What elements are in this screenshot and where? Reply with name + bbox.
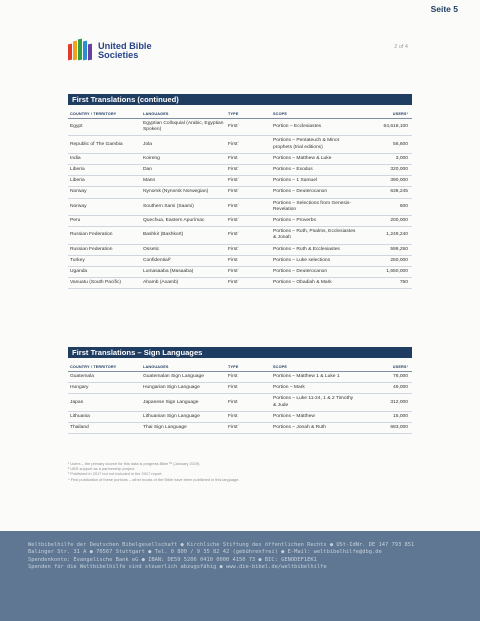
cell-country: Uganda bbox=[68, 267, 141, 278]
cell-users: 1,650,000 bbox=[359, 267, 412, 278]
ubs-logo-icon bbox=[68, 38, 92, 64]
cell-scope: Portions – Exodus bbox=[271, 165, 359, 176]
cell-language: Bashkir (Bashkort) bbox=[141, 227, 226, 244]
cell-language: Egyptian Colloquial (Arabic, Egyptian Spoken) bbox=[141, 119, 226, 136]
table-row bbox=[68, 255, 412, 266]
cell-language: Hungarian Sign Language bbox=[141, 383, 226, 394]
sign-languages-table bbox=[68, 362, 412, 434]
cell-country: Republic of The Gambia bbox=[68, 136, 141, 153]
table-row bbox=[68, 278, 412, 289]
cell-country: Vanuatu (South Pacific) bbox=[68, 278, 141, 289]
cell-country: Egypt bbox=[68, 119, 141, 136]
table-row bbox=[68, 267, 412, 278]
cell-country: Liberia bbox=[68, 165, 141, 176]
cell-country: Thailand bbox=[68, 423, 141, 434]
table-row bbox=[68, 187, 412, 198]
cell-scope: Portions – Deuterocanon bbox=[271, 267, 359, 278]
cell-type: First bbox=[226, 372, 271, 383]
column-header-scope: SCOPE bbox=[271, 362, 359, 372]
cell-country: Turkey bbox=[68, 255, 141, 266]
column-header-languages: LANGUAGES bbox=[141, 362, 226, 372]
cell-scope: Portions – 1 Samuel bbox=[271, 176, 359, 187]
cell-country: Russian Federation bbox=[68, 244, 141, 255]
footnote: ³ Published in 2017 but not included in the 2017 report. bbox=[68, 471, 163, 477]
cell-users: 750 bbox=[359, 278, 412, 289]
footnote: ⁴ First publication of these portions – other books of the Bible have been published in this language. bbox=[68, 476, 240, 482]
cell-users: 683,000 bbox=[359, 423, 412, 434]
footer-line-3: Spendenkonto: Evangelische Bank eG ● IBAN: DE59 5206 0410 0000 4150 73 ● BIC: GENODEF1EK1 bbox=[28, 556, 317, 563]
column-header-scope: SCOPE bbox=[271, 109, 359, 119]
cell-type: First´ bbox=[226, 176, 271, 187]
table-row bbox=[68, 372, 412, 383]
cell-type: First´ bbox=[226, 165, 271, 176]
cell-scope: Portions – Selections from Genesis-Revelation bbox=[271, 198, 359, 215]
cell-users: 312,000 bbox=[359, 394, 412, 411]
logo-line-2: Societies bbox=[98, 50, 139, 60]
first-translations-table bbox=[68, 109, 412, 289]
section-title-sign-languages: First Translations – Sign Languages bbox=[68, 347, 412, 358]
table-row bbox=[68, 136, 412, 153]
section-title-first-translations: First Translations (continued) bbox=[68, 94, 412, 105]
table-row bbox=[68, 227, 412, 244]
cell-country: India bbox=[68, 153, 141, 164]
column-header-users: USERS¹ bbox=[359, 362, 412, 372]
logo-line-1: United Bible bbox=[98, 40, 152, 51]
footnote: ¹ Users – the primary source for this data is progress.Bible™ (January 2019). bbox=[68, 461, 201, 466]
cell-scope: Portions – Matthew bbox=[271, 411, 359, 422]
cell-language: Quechua, Eastern Apurímac bbox=[141, 216, 226, 227]
cell-country: Liberia bbox=[68, 176, 141, 187]
cell-country: Hungary bbox=[68, 383, 141, 394]
table-header-row bbox=[68, 109, 412, 119]
table-row bbox=[68, 176, 412, 187]
cell-scope: Portion – Ecclesiastes bbox=[271, 119, 359, 136]
cell-type: First bbox=[226, 383, 271, 394]
cell-scope: Portions – Deuterocanon bbox=[271, 187, 359, 198]
footer-line-1: Weltbibelhilfe der Deutschen Bibelgesellschaft ● Kirchliche Stiftung des öffentlichen Rechts ● USt-IdNr. DE 147 793 851 bbox=[28, 542, 415, 548]
cell-users: 1,249,240 bbox=[359, 227, 412, 244]
footer-line-2: Balinger Str. 31 A ● 70567 Stuttgart ● Tel. 0 800 / 9 35 82 42 (gebührenfrei) ● E-Mail: weltbibelhilfe@dbg.de bbox=[28, 549, 382, 556]
cell-users: 600 bbox=[359, 198, 412, 215]
cell-scope: Portions – Matthew & Luke bbox=[271, 153, 359, 164]
cell-type: First´ bbox=[226, 423, 271, 434]
cell-type: First´ bbox=[226, 136, 271, 153]
cell-scope: Portions – Pentateuch & Minor prophets (trial editions) bbox=[271, 136, 359, 153]
table-header-row bbox=[68, 362, 412, 372]
cell-users: 250,000 bbox=[359, 255, 412, 266]
cell-country: Guatemala bbox=[68, 372, 141, 383]
cell-language: Guatemalan Sign Language bbox=[141, 372, 226, 383]
cell-users: 638,245 bbox=[359, 187, 412, 198]
column-header-country: COUNTRY / TERRITORY bbox=[68, 109, 141, 119]
table-row bbox=[68, 244, 412, 255]
cell-type: First´ bbox=[226, 244, 271, 255]
footnote: ² UBS support as a partnership project. bbox=[68, 466, 136, 472]
cell-country: Lithuania bbox=[68, 411, 141, 422]
cell-type: First bbox=[226, 255, 271, 266]
cell-scope: Portions – Ruth & Ecclesiastes bbox=[271, 244, 359, 255]
cell-type: First bbox=[226, 411, 271, 422]
cell-type: First´ bbox=[226, 119, 271, 136]
cell-type: First bbox=[226, 153, 271, 164]
cell-scope: Portions – Ruth, Psalms, Ecclesiastes & Jonah bbox=[271, 227, 359, 244]
cell-type: First´ bbox=[226, 198, 271, 215]
cell-country: Japan bbox=[68, 394, 141, 411]
page-of-indicator: 2 of 4 bbox=[394, 44, 408, 50]
table-row bbox=[68, 216, 412, 227]
page-number: Seite 5 bbox=[430, 4, 458, 14]
cell-scope: Portions – Matthew 1 & Luke 1 bbox=[271, 372, 359, 383]
cell-scope: Portion – Mark bbox=[271, 383, 359, 394]
cell-language: Thai Sign Language bbox=[141, 423, 226, 434]
column-header-type: TYPE bbox=[226, 362, 271, 372]
cell-type: First´ bbox=[226, 187, 271, 198]
footnotes bbox=[68, 461, 368, 482]
cell-type: First´ bbox=[226, 227, 271, 244]
cell-scope: Portions – Proverbs bbox=[271, 216, 359, 227]
cell-users: 64,618,100 bbox=[359, 119, 412, 136]
cell-country: Norway bbox=[68, 187, 141, 198]
cell-language: Ahamb (Axamb) bbox=[141, 278, 226, 289]
united-bible-societies-logo bbox=[68, 38, 152, 64]
cell-users: 76,000 bbox=[359, 372, 412, 383]
column-header-type: TYPE bbox=[226, 109, 271, 119]
cell-users: 3,000 bbox=[359, 153, 412, 164]
cell-users: 320,000 bbox=[359, 165, 412, 176]
cell-language: Dan bbox=[141, 165, 226, 176]
cell-country: Russian Federation bbox=[68, 227, 141, 244]
table-row bbox=[68, 423, 412, 434]
cell-language: Ossetic bbox=[141, 244, 226, 255]
table-row bbox=[68, 119, 412, 136]
cell-language: Southern Sami (Saami) bbox=[141, 198, 226, 215]
cell-scope: Portions – Luke 11-24, 1 & 2 Timothy & Jude bbox=[271, 394, 359, 411]
cell-language: Lithuanian Sign Language bbox=[141, 411, 226, 422]
cell-users: 15,000 bbox=[359, 411, 412, 422]
cell-users: 49,000 bbox=[359, 383, 412, 394]
cell-users: 390,000 bbox=[359, 176, 412, 187]
cell-users: 56,600 bbox=[359, 136, 412, 153]
cell-type: First´ bbox=[226, 267, 271, 278]
cell-type: First bbox=[226, 394, 271, 411]
cell-scope: Portions – Obadiah & Mark bbox=[271, 278, 359, 289]
cell-users: 200,000 bbox=[359, 216, 412, 227]
cell-language: Mann bbox=[141, 176, 226, 187]
table-row bbox=[68, 153, 412, 164]
cell-type: First´ bbox=[226, 278, 271, 289]
cell-country: Peru bbox=[68, 216, 141, 227]
column-header-languages: LANGUAGES bbox=[141, 109, 226, 119]
cell-language: Japanese Sign Language bbox=[141, 394, 226, 411]
footer-text bbox=[28, 542, 468, 572]
table-row bbox=[68, 383, 412, 394]
cell-type: First´ bbox=[226, 216, 271, 227]
cell-language: Koireng bbox=[141, 153, 226, 164]
table-row bbox=[68, 165, 412, 176]
cell-language: Jola bbox=[141, 136, 226, 153]
column-header-country: COUNTRY / TERRITORY bbox=[68, 362, 141, 372]
cell-users: 599,250 bbox=[359, 244, 412, 255]
cell-language: Lumasaaba (Masaaba) bbox=[141, 267, 226, 278]
table-row bbox=[68, 394, 412, 411]
footer-line-4: Spenden für die Weltbibelhilfe sind steuerlich abzugsfähig ● www.die-bibel.de/weltbibelhilfe bbox=[28, 564, 327, 571]
column-header-users: USERS¹ bbox=[359, 109, 412, 119]
table-row bbox=[68, 198, 412, 215]
cell-scope: Portions – Luke selections bbox=[271, 255, 359, 266]
cell-country: Norway bbox=[68, 198, 141, 215]
cell-language: Confidential² bbox=[141, 255, 226, 266]
cell-scope: Portions – Jonah & Ruth bbox=[271, 423, 359, 434]
cell-language: Nynorsk (Nynorsk Norwegian) bbox=[141, 187, 226, 198]
table-row bbox=[68, 411, 412, 422]
